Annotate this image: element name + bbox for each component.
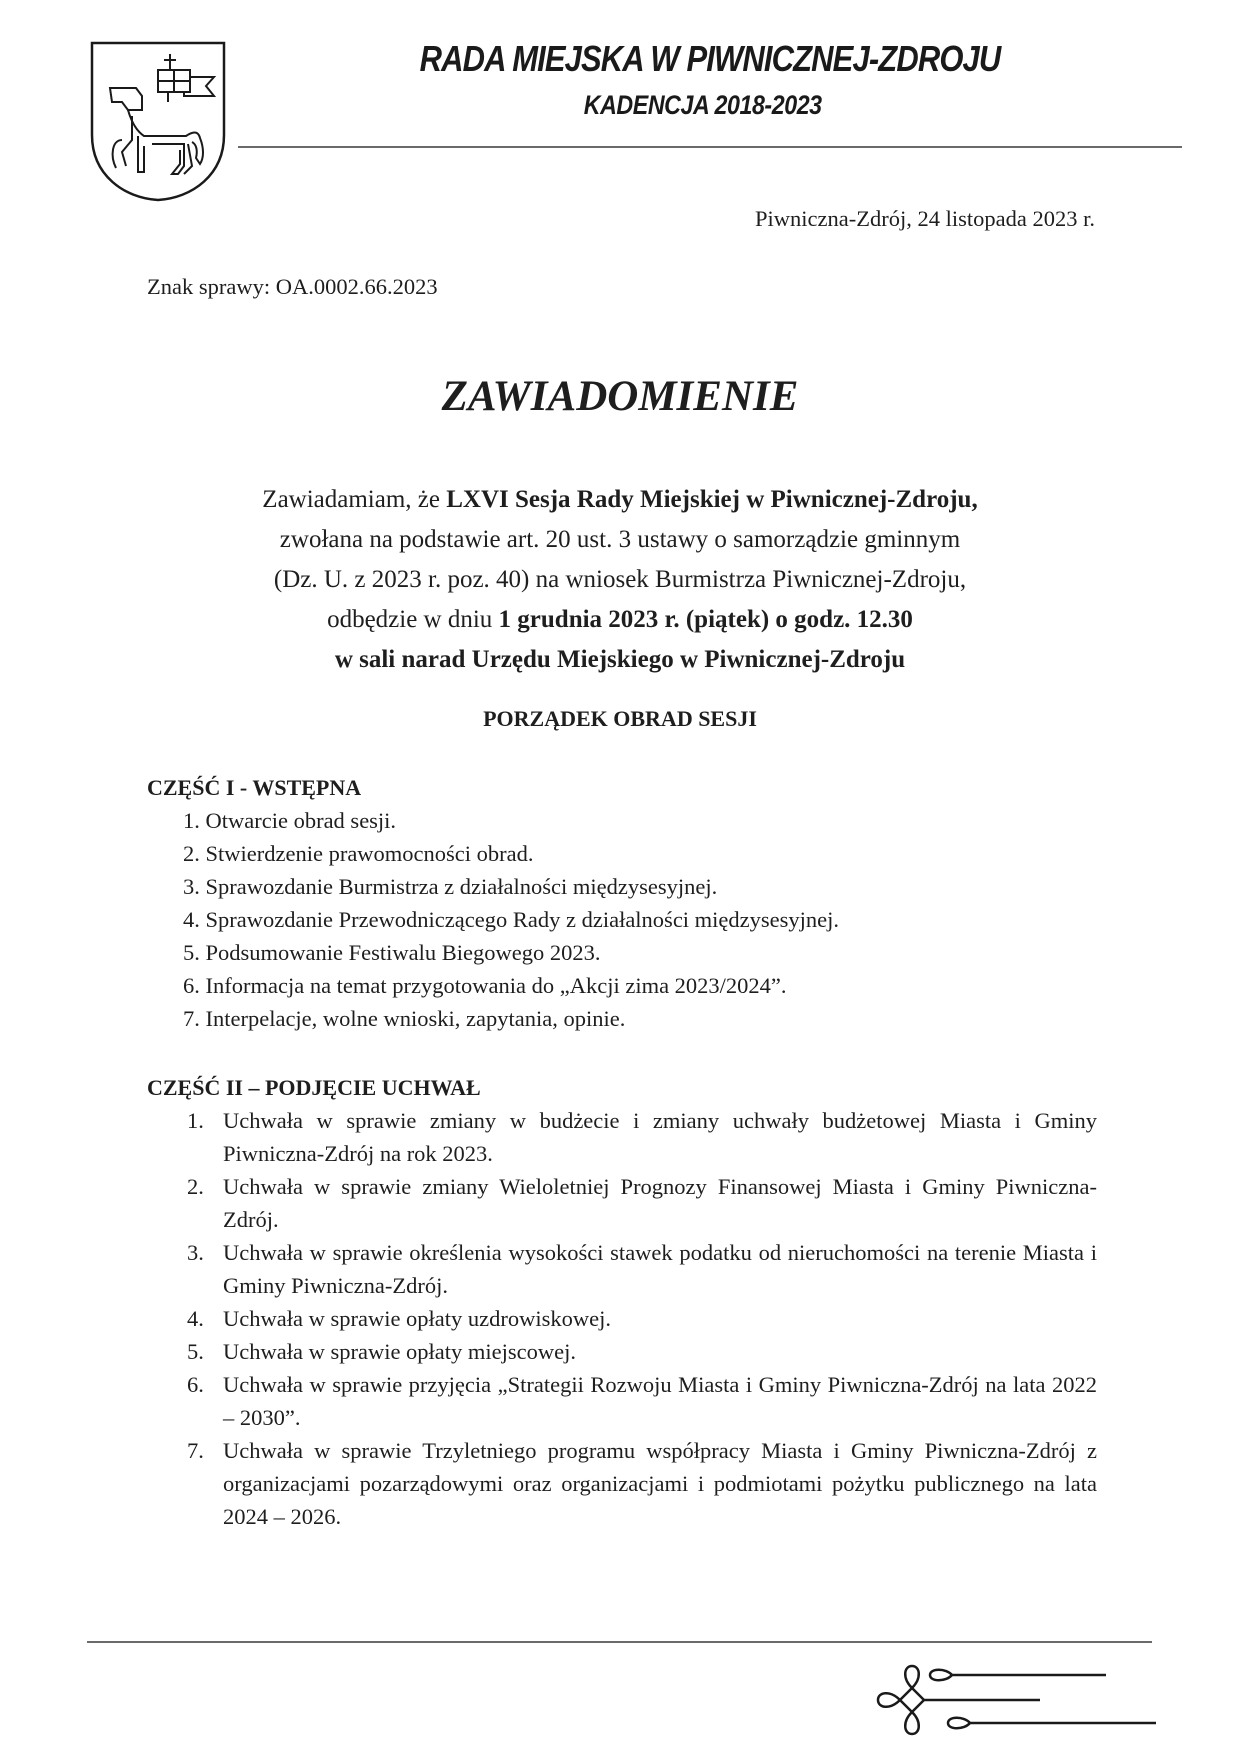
notice-line-2: zwołana na podstawie art. 20 ust. 3 ustawy o samorządzie gminnym xyxy=(279,526,961,553)
agenda-part-2 xyxy=(147,1072,1097,1533)
list-item: 7. Interpelacje, wolne wnioski, zapytania, opinie. xyxy=(183,1006,626,1031)
notice-line-5 xyxy=(120,640,1120,680)
item-number: 4. xyxy=(187,1306,204,1331)
part-2-heading: CZĘŚĆ II – PODJĘCIE UCHWAŁ xyxy=(147,1075,481,1100)
notice-line-1 xyxy=(120,480,1120,520)
item-text: Uchwała w sprawie opłaty miejscowej. xyxy=(223,1339,577,1364)
list-item xyxy=(147,1368,1097,1434)
session-datetime: 1 grudnia 2023 r. (piątek) o godz. 12.30 xyxy=(498,606,913,633)
item-number: 6. xyxy=(187,1372,204,1397)
list-item xyxy=(147,1335,1097,1368)
item-number: 1. xyxy=(187,1108,204,1133)
notice-body xyxy=(120,480,1120,680)
agenda-title: PORZĄDEK OBRAD SESJI xyxy=(483,706,757,731)
coat-of-arms-logo xyxy=(88,40,228,202)
council-title: RADA MIEJSKA W PIWNICZNEJ-ZDROJU xyxy=(419,38,1001,79)
list-item: 3. Sprawozdanie Burmistrza z działalności międzysesyjnej. xyxy=(183,874,718,899)
item-text: Uchwała w sprawie opłaty uzdrowiskowej. xyxy=(223,1306,612,1331)
item-text: Uchwała w sprawie Trzyletniego programu współpracy Miasta i Gminy Piwniczna-Zdrój z organizacjami pozarządowymi oraz organizacjami i podmiotami pożytku publicznego na lata 2024 – 2026. xyxy=(223,1438,1097,1529)
agenda-part-1 xyxy=(147,772,1097,1035)
notice-line-3: (Dz. U. z 2023 r. poz. 40) na wniosek Burmistrza Piwnicznej-Zdroju, xyxy=(273,566,967,593)
item-text: Uchwała w sprawie przyjęcia „Strategii Rozwoju Miasta i Gminy Piwniczna-Zdrój na lata 2022 – 2030”. xyxy=(223,1372,1097,1430)
coat-of-arms-lamb-with-banner-icon xyxy=(88,40,228,202)
list-item xyxy=(147,1170,1097,1236)
item-text: Uchwała w sprawie określenia wysokości stawek podatku od nieruchomości na terenie Miasta i Gminy Piwniczna-Zdrój. xyxy=(223,1240,1097,1298)
item-text: Uchwała w sprawie zmiany Wieloletniej Prognozy Finansowej Miasta i Gminy Piwniczna-Zdrój. xyxy=(223,1174,1097,1232)
part-2-list xyxy=(147,1104,1097,1533)
session-location: w sali narad Urzędu Miejskiego w Piwnicznej-Zdroju xyxy=(334,646,906,673)
session-name: LXVI Sesja Rady Miejskiej w Piwnicznej-Zdroju, xyxy=(446,486,978,513)
part-1-heading: CZĘŚĆ I - WSTĘPNA xyxy=(147,775,362,800)
footer-divider xyxy=(87,1641,1152,1643)
notice-heading: ZAWIADOMIENIE xyxy=(441,373,799,420)
item-number: 5. xyxy=(187,1339,204,1364)
list-item xyxy=(147,1302,1097,1335)
item-number: 2. xyxy=(187,1174,204,1199)
item-number: 7. xyxy=(187,1438,204,1463)
list-item xyxy=(147,1434,1097,1533)
notice-text: Zawiadamiam, że xyxy=(262,486,447,513)
notice-line-4 xyxy=(120,600,1120,640)
item-number: 3. xyxy=(187,1240,204,1265)
list-item: 5. Podsumowanie Festiwalu Biegowego 2023. xyxy=(183,940,601,965)
case-reference: Znak sprawy: OA.0002.66.2023 xyxy=(147,274,438,299)
list-item: 6. Informacja na temat przygotowania do „Akcji zima 2023/2024”. xyxy=(183,973,787,998)
knot-ornament-icon xyxy=(850,1660,1170,1740)
item-text: Uchwała w sprawie zmiany w budżecie i zmiany uchwały budżetowej Miasta i Gminy Piwniczna-Zdrój na rok 2023. xyxy=(223,1108,1097,1166)
header-divider xyxy=(238,146,1182,148)
term-subtitle: KADENCJA 2018-2023 xyxy=(583,90,822,120)
footer-ornament xyxy=(850,1660,1170,1740)
part-1-list xyxy=(147,804,1097,1035)
list-item: 1. Otwarcie obrad sesji. xyxy=(183,808,397,833)
list-item: 4. Sprawozdanie Przewodniczącego Rady z działalności międzysesyjnej. xyxy=(183,907,840,932)
list-item: 2. Stwierdzenie prawomocności obrad. xyxy=(183,841,534,866)
place-date: Piwniczna-Zdrój, 24 listopada 2023 r. xyxy=(755,206,1095,231)
notice-text: odbędzie w dniu xyxy=(327,606,499,633)
list-item xyxy=(147,1104,1097,1170)
list-item xyxy=(147,1236,1097,1302)
